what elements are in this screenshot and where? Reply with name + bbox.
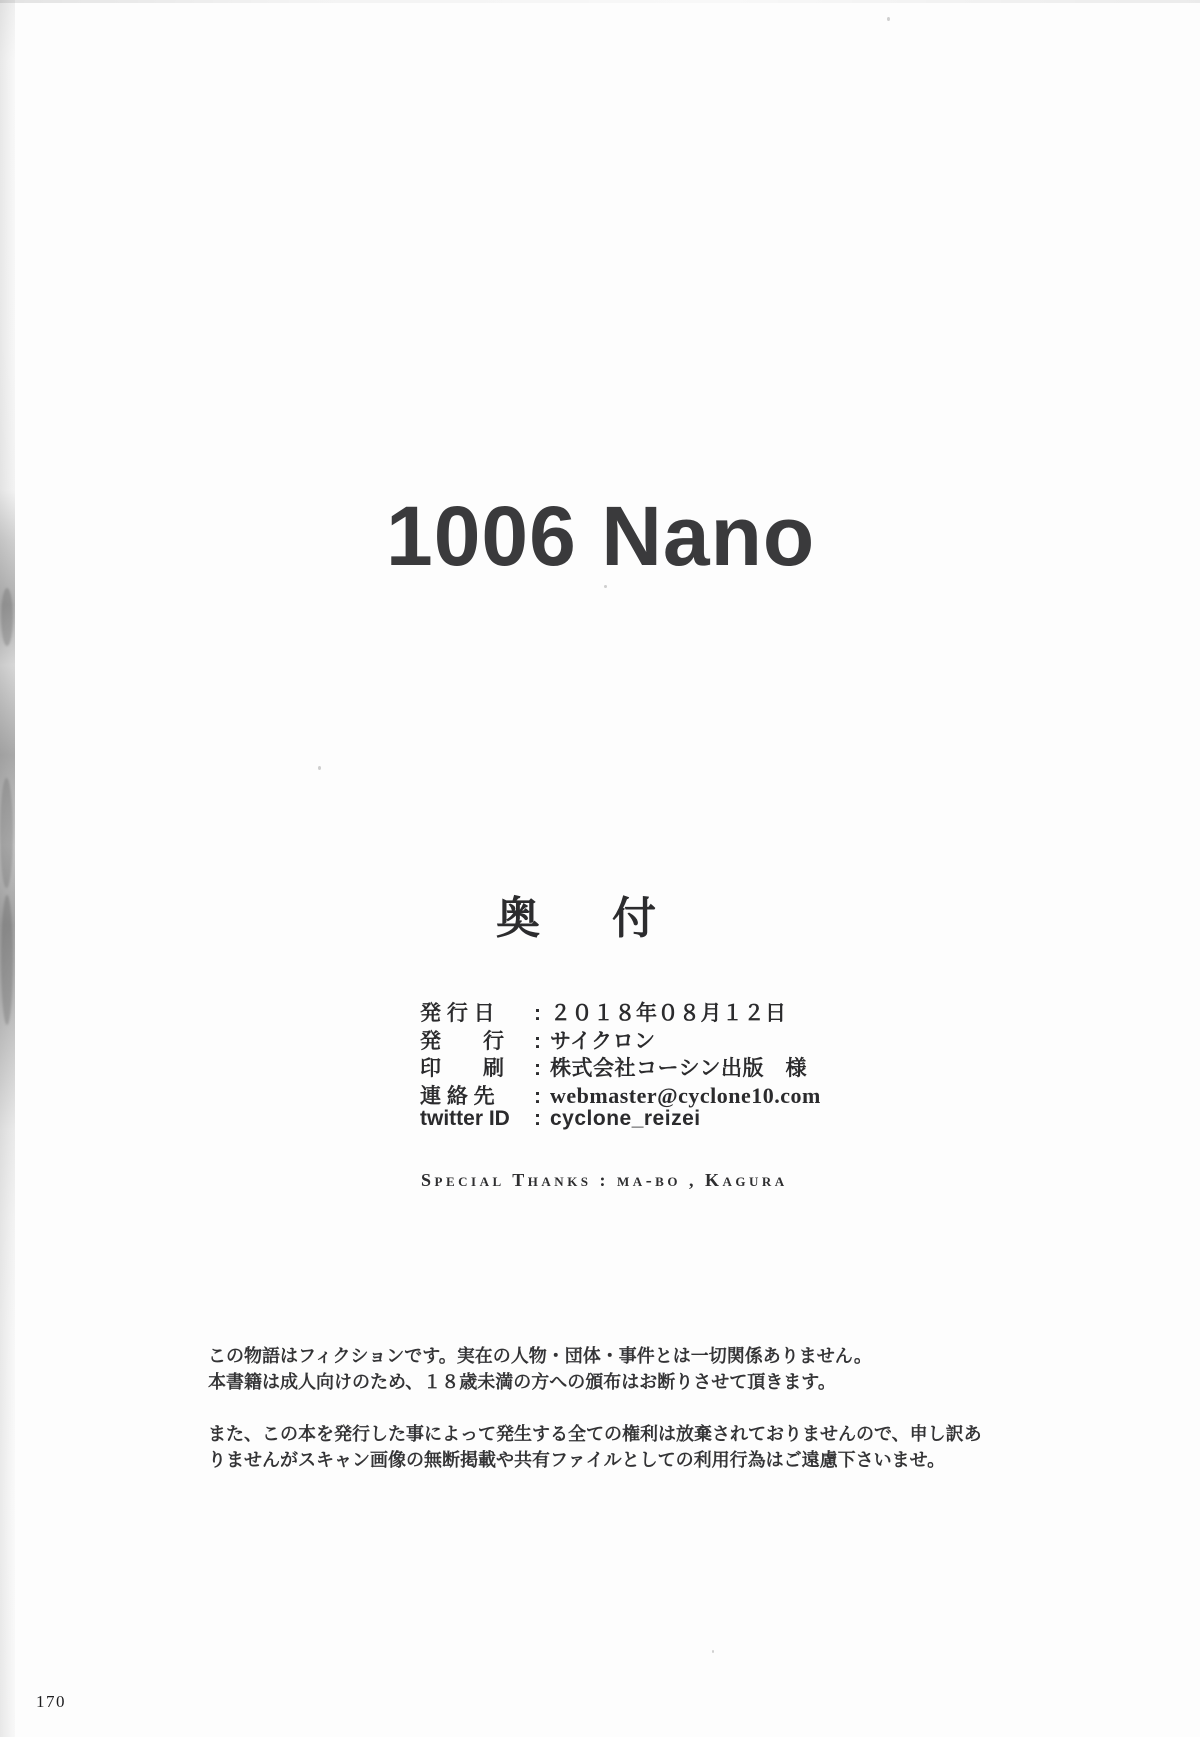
dust-speck [712,1650,714,1653]
colophon-row-publish-date [420,997,821,1025]
scan-smudge [1,895,13,1025]
colophon-info-block [420,997,821,1135]
row-label: 発 行 日 [420,1002,495,1025]
dust-speck [887,17,890,21]
row-separator: : [534,1107,541,1130]
colophon-row-publisher [420,1025,821,1053]
row-value: ２０１８年０８月１２日 [550,1002,787,1025]
row-value-twitter: cyclone_reizei [550,1107,701,1130]
disclaimer-line: 本書籍は成人向けのため、１８歳未満の方への頒布はお断りさせて頂きます。 [208,1372,836,1392]
book-title: 1006 Nano [386,489,816,583]
top-edge-scan-shadow [0,0,1200,3]
disclaimer-line: りませんがスキャン画像の無断掲載や共有ファイルとしての利用行為はご遠慮下さいませ。 [208,1450,946,1470]
disclaimer-paragraph-rights [208,1421,982,1473]
dust-speck [318,766,321,770]
row-label: 連 絡 先 [420,1084,495,1108]
row-value: サイクロン [550,1029,656,1053]
dust-speck [604,585,607,588]
page-number: 170 [36,1692,66,1711]
scan-smudge [0,778,13,888]
row-value-email: webmaster@cyclone10.com [550,1082,821,1108]
row-separator: : [534,1057,541,1080]
row-label: 発 行 [420,1029,504,1053]
disclaimer-paragraph-fiction [208,1343,872,1395]
colophon-heading: 奥 付 [496,894,670,943]
row-value: 株式会社コーシン出版 様 [550,1057,808,1080]
row-separator: : [534,1029,541,1053]
disclaimer-line: また、この本を発行した事によって発生する全ての権利は放棄されておりませんので、申し訳あ [208,1424,982,1444]
special-thanks-line: Special Thanks : ma-bo , Kagura [421,1170,788,1190]
row-separator: : [534,1002,541,1025]
colophon-row-twitter-id [420,1107,821,1135]
scan-smudge [1,588,13,646]
disclaimer-line: この物語はフィクションです。実在の人物・団体・事件とは一切関係ありません。 [208,1346,872,1366]
row-label: twitter ID [420,1107,510,1130]
colophon-row-contact-email [420,1080,821,1108]
colophon-row-printer [420,1052,821,1080]
row-label: 印 刷 [420,1057,504,1080]
row-separator: : [534,1084,541,1108]
